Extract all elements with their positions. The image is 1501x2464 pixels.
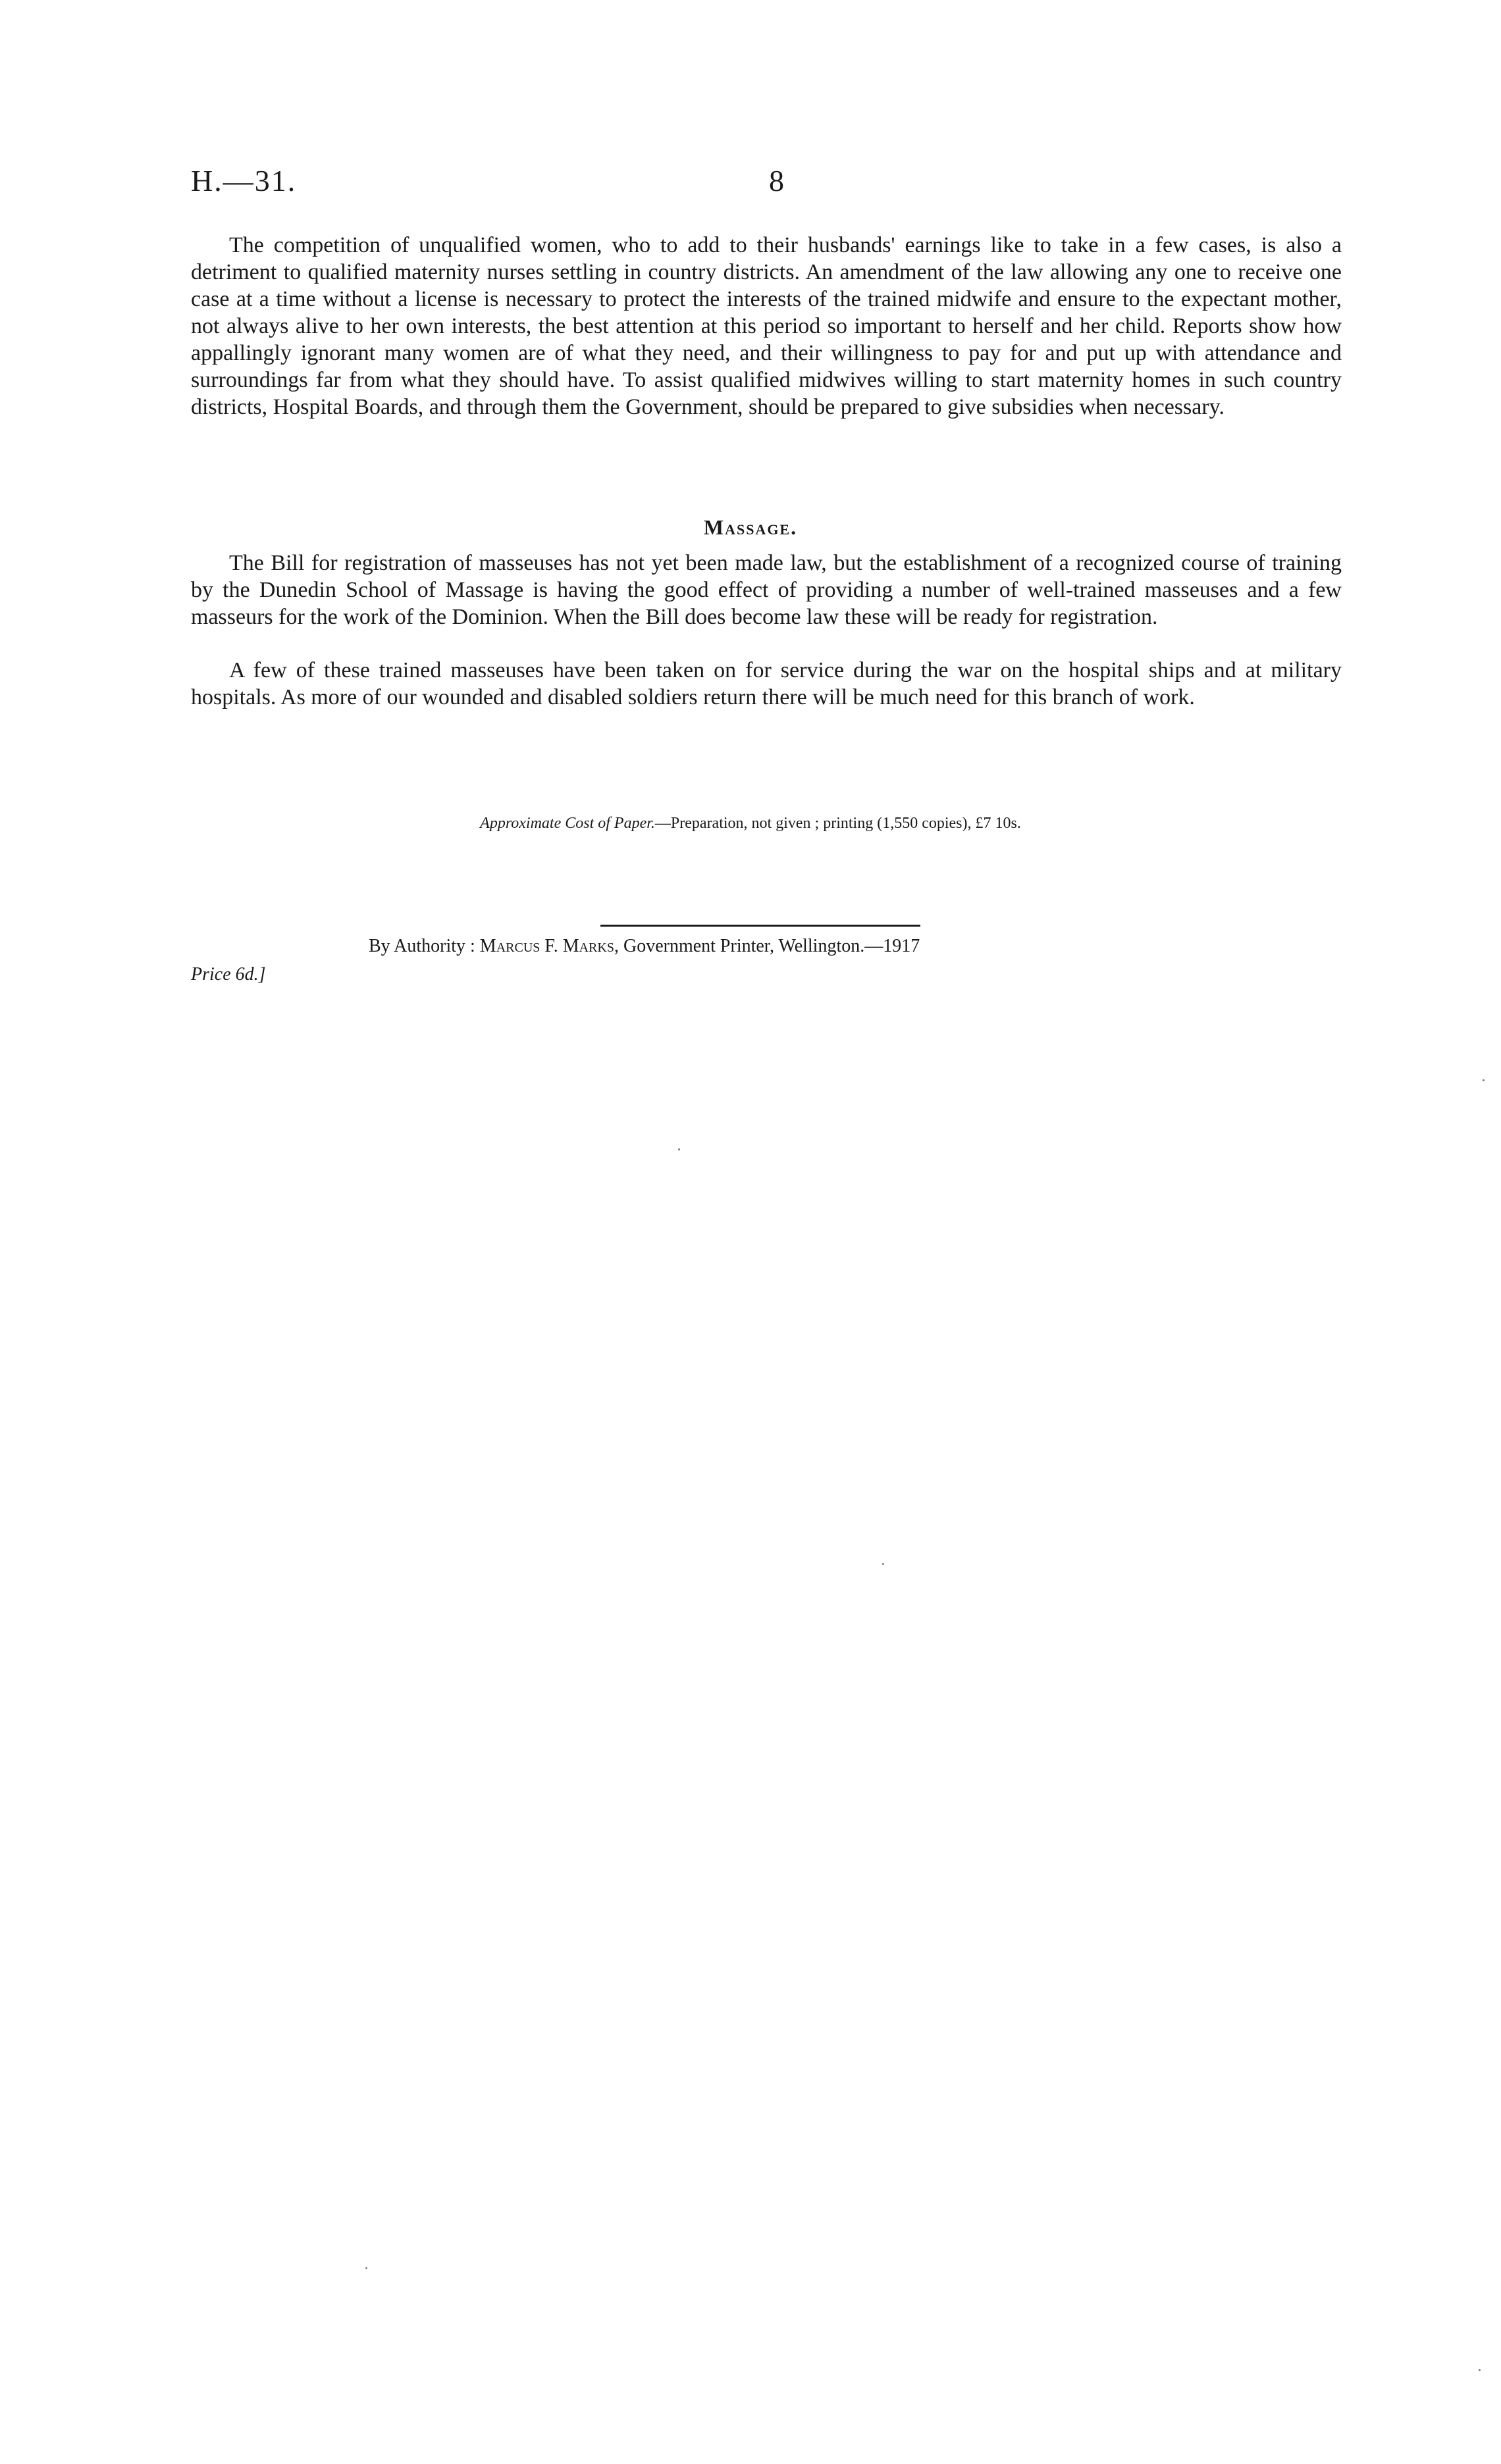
section-heading-massage: Massage. <box>703 515 798 539</box>
cost-note-text: —Preparation, not given ; printing (1,550 copies), £7 10s. <box>654 815 1021 832</box>
scan-speck <box>1483 1079 1485 1081</box>
scan-speck <box>365 2267 367 2269</box>
printer-imprint <box>369 936 1146 957</box>
price-label: Price 6d.] <box>191 964 266 985</box>
paragraph-midwives: The competition of unqualified women, who to add to their husbands' earnings like to take in a few cases, is also a detriment to qualified maternity nurses settling in country districts. An amendment of the law allowing any one to receive one case at a time without a license is necessary to protect the interests of the trained midwife and ensure to the expectant mother, not always alive to her own interests, the best attention at this period so important to herself and her child. Reports show how appallingly ignorant many women are of what they need, and their willingness to pay for and put up with attendance and surroundings far from what they should have. To assist qualified midwives willing to start maternity homes in such country districts, Hospital Boards, and through them the Government, should be prepared to give subsidies when necessary. <box>191 233 1342 419</box>
imprint-suffix: , Government Printer, Wellington.—1917 <box>614 936 920 956</box>
paragraph-masseuses-war: A few of these trained masseuses have been taken on for service during the war on the hospital ships and at military hospitals. As more of our wounded and disabled soldiers return there will be much need for this branch of work. <box>191 658 1342 709</box>
divider-rule <box>600 925 920 927</box>
scan-speck <box>882 1563 884 1565</box>
scan-speck <box>1479 2369 1481 2371</box>
scan-speck <box>678 1148 680 1150</box>
document-reference: H.—31. <box>191 164 297 197</box>
imprint-printer: Marcus F. Marks <box>479 936 614 956</box>
imprint-prefix: By Authority : <box>369 936 480 956</box>
cost-of-paper-note <box>0 815 1501 833</box>
paragraph-massage-bill: The Bill for registration of masseuses has not yet been made law, but the establishment of a recognized course of training by the Dunedin School of Massage is having the good effect of providing a number of well-trained masseuses and a few masseurs for the work of the Dominion. When the Bill does become law these will be ready for registration. <box>191 551 1342 629</box>
cost-note-label: Approximate Cost of Paper. <box>480 815 655 832</box>
page-number: 8 <box>769 164 784 197</box>
